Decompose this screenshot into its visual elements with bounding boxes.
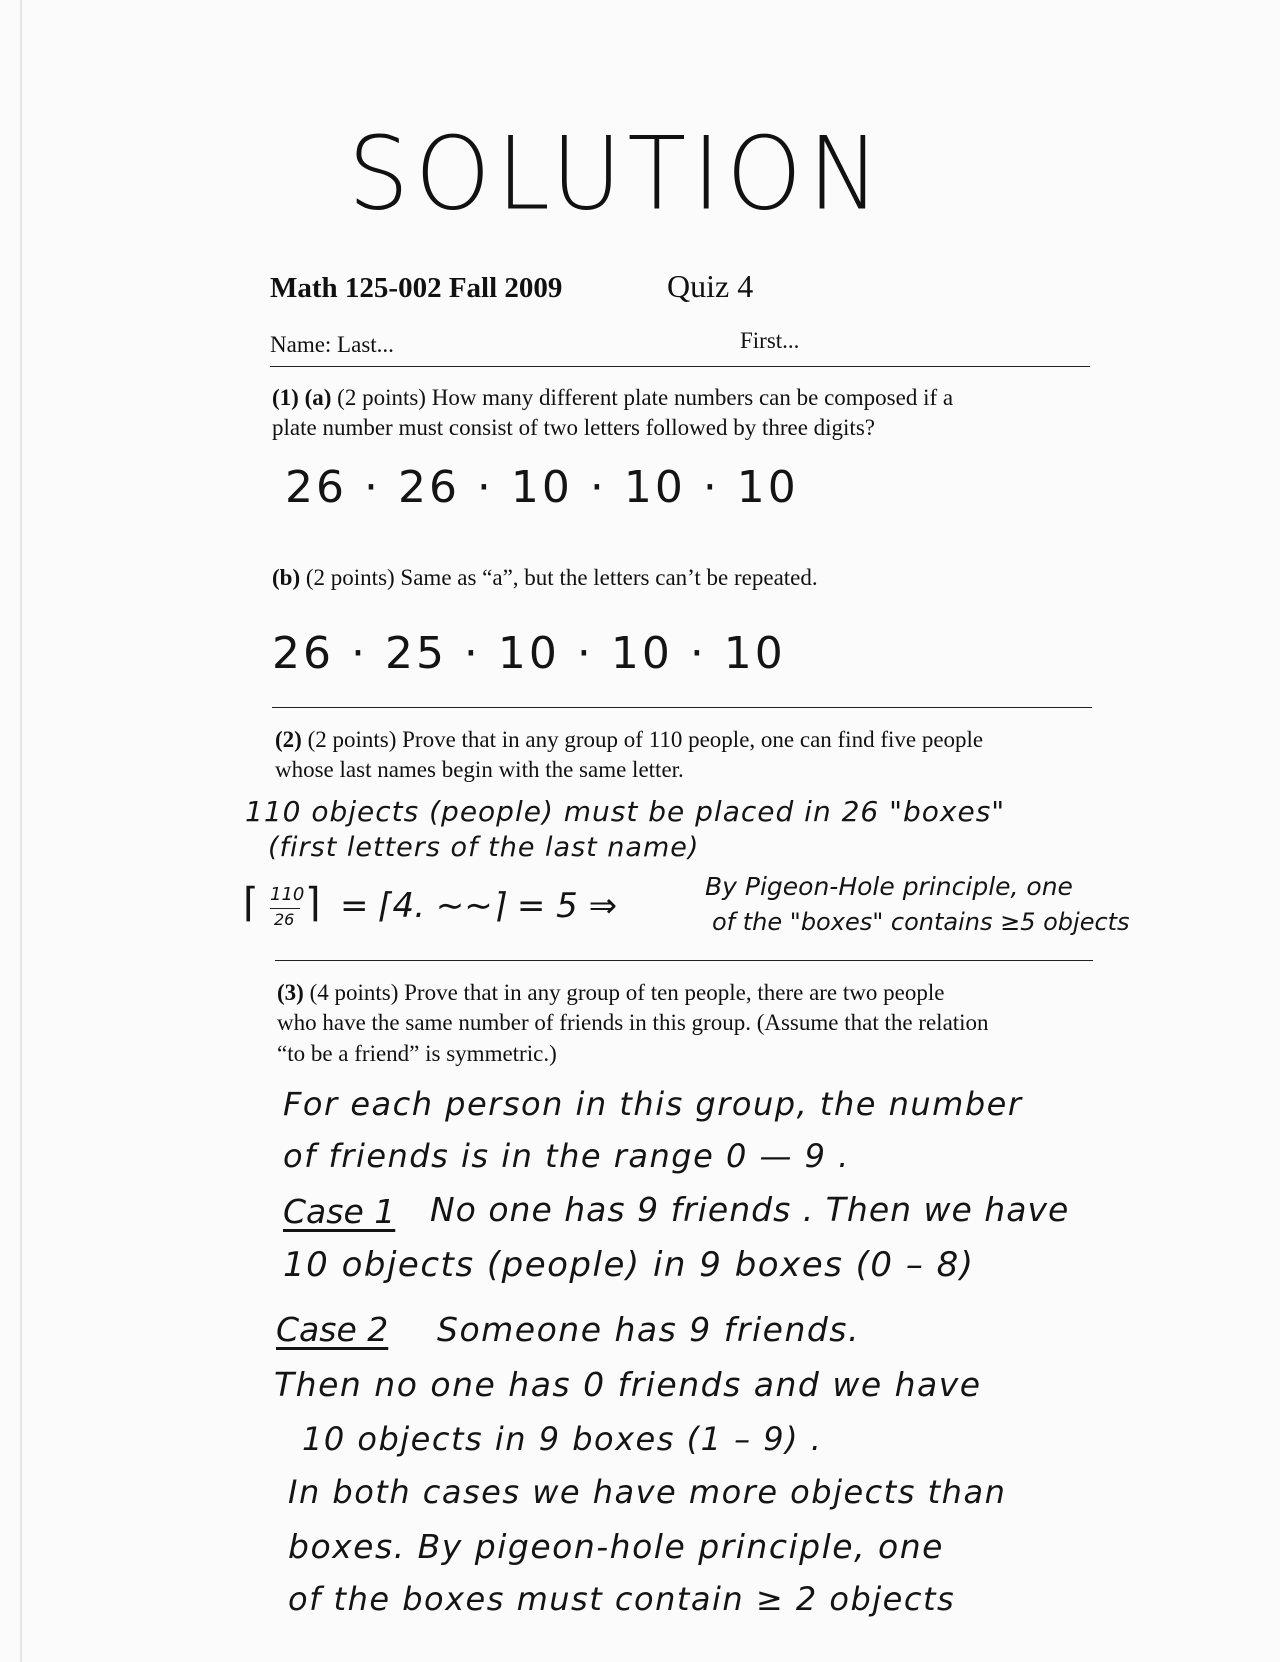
name-first-label: First... xyxy=(740,328,800,353)
quiz-title: Quiz 4 xyxy=(667,268,754,304)
q1a-label: (a) xyxy=(304,385,332,410)
q3-answer-line7: 10 objects in 9 boxes (1 – 9) . xyxy=(302,1420,823,1458)
q3-prompt-line1 xyxy=(277,978,944,1008)
q2-answer-line3-mid: = ⌈4. ∼∼⌉ = 5 ⇒ xyxy=(340,886,618,926)
page-edge-shadow xyxy=(20,0,22,1662)
q2-answer-line3-right1: By Pigeon-Hole principle, one xyxy=(705,872,1073,901)
name-last-label: Name: Last... xyxy=(270,332,394,357)
case1-label: Case 1 xyxy=(283,1192,396,1231)
ceil-numerator: 110 xyxy=(270,884,305,905)
q1b-prompt xyxy=(272,563,818,593)
q2-answer-line1: 110 objects (people) must be placed in 26 "boxes" xyxy=(245,795,1006,828)
q2-number: (2) xyxy=(275,727,302,752)
q1a-answer: 26 · 26 · 10 · 10 · 10 xyxy=(285,462,799,513)
q3-answer-line2: of friends is in the range 0 — 9 . xyxy=(283,1137,850,1175)
q2-text-line1: (2 points) Prove that in any group of 110 people, one can find five people xyxy=(307,727,984,752)
q1b-answer: 26 · 25 · 10 · 10 · 10 xyxy=(272,628,786,679)
solution-title: SOLUTION xyxy=(348,115,886,233)
q2-answer-line3-right2: of the "boxes" contains ≥5 objects xyxy=(712,908,1130,936)
q3-number: (3) xyxy=(277,980,304,1005)
q1a-text-line1: (2 points) How many different plate numbers can be composed if a xyxy=(337,385,954,410)
q3-text-line1: (4 points) Prove that in any group of ten people, there are two people xyxy=(309,980,945,1005)
q3-answer-line10: of the boxes must contain ≥ 2 objects xyxy=(288,1580,956,1618)
course-title: Math 125-002 Fall 2009 xyxy=(270,272,563,304)
q1b-text: (2 points) Same as “a”, but the letters can’t be repeated. xyxy=(305,565,818,590)
q3-text-line3: “to be a friend” is symmetric.) xyxy=(277,1041,557,1066)
q3-text-line2: who have the same number of friends in this group. (Assume that the relation xyxy=(277,1010,989,1035)
q3-answer-line6: Then no one has 0 friends and we have xyxy=(274,1365,982,1404)
divider-header xyxy=(270,366,1090,367)
q3-answer-line4: 10 objects (people) in 9 boxes (0 – 8) xyxy=(283,1245,975,1285)
q3-answer-line1: For each person in this group, the number xyxy=(283,1085,1023,1123)
q1b-label: (b) xyxy=(272,565,301,590)
divider-q2 xyxy=(275,960,1093,961)
q1a-text-line2: plate number must consist of two letters followed by three digits? xyxy=(272,415,875,440)
q3-answer-line3: No one has 9 friends . Then we have xyxy=(430,1190,1070,1229)
ceil-left-bracket: ⌈ xyxy=(243,880,259,926)
ceil-right-bracket: ⌉ xyxy=(305,880,321,926)
q2-text-line2: whose last names begin with the same letter. xyxy=(275,757,684,782)
ceil-fraction-bar xyxy=(270,908,300,909)
ceil-denominator: 26 xyxy=(274,910,295,929)
divider-q1 xyxy=(272,707,1092,708)
q2-prompt-line1 xyxy=(275,725,983,755)
q3-answer-line9: boxes. By pigeon-hole principle, one xyxy=(288,1527,944,1566)
q2-answer-line2: (first letters of the last name) xyxy=(268,832,700,863)
q1-number: (1) xyxy=(272,385,299,410)
q3-answer-line5: Someone has 9 friends. xyxy=(437,1310,860,1349)
q1-prompt-line1 xyxy=(272,383,953,413)
q3-answer-line8: In both cases we have more objects than xyxy=(288,1473,1007,1511)
case2-label: Case 2 xyxy=(276,1310,389,1349)
